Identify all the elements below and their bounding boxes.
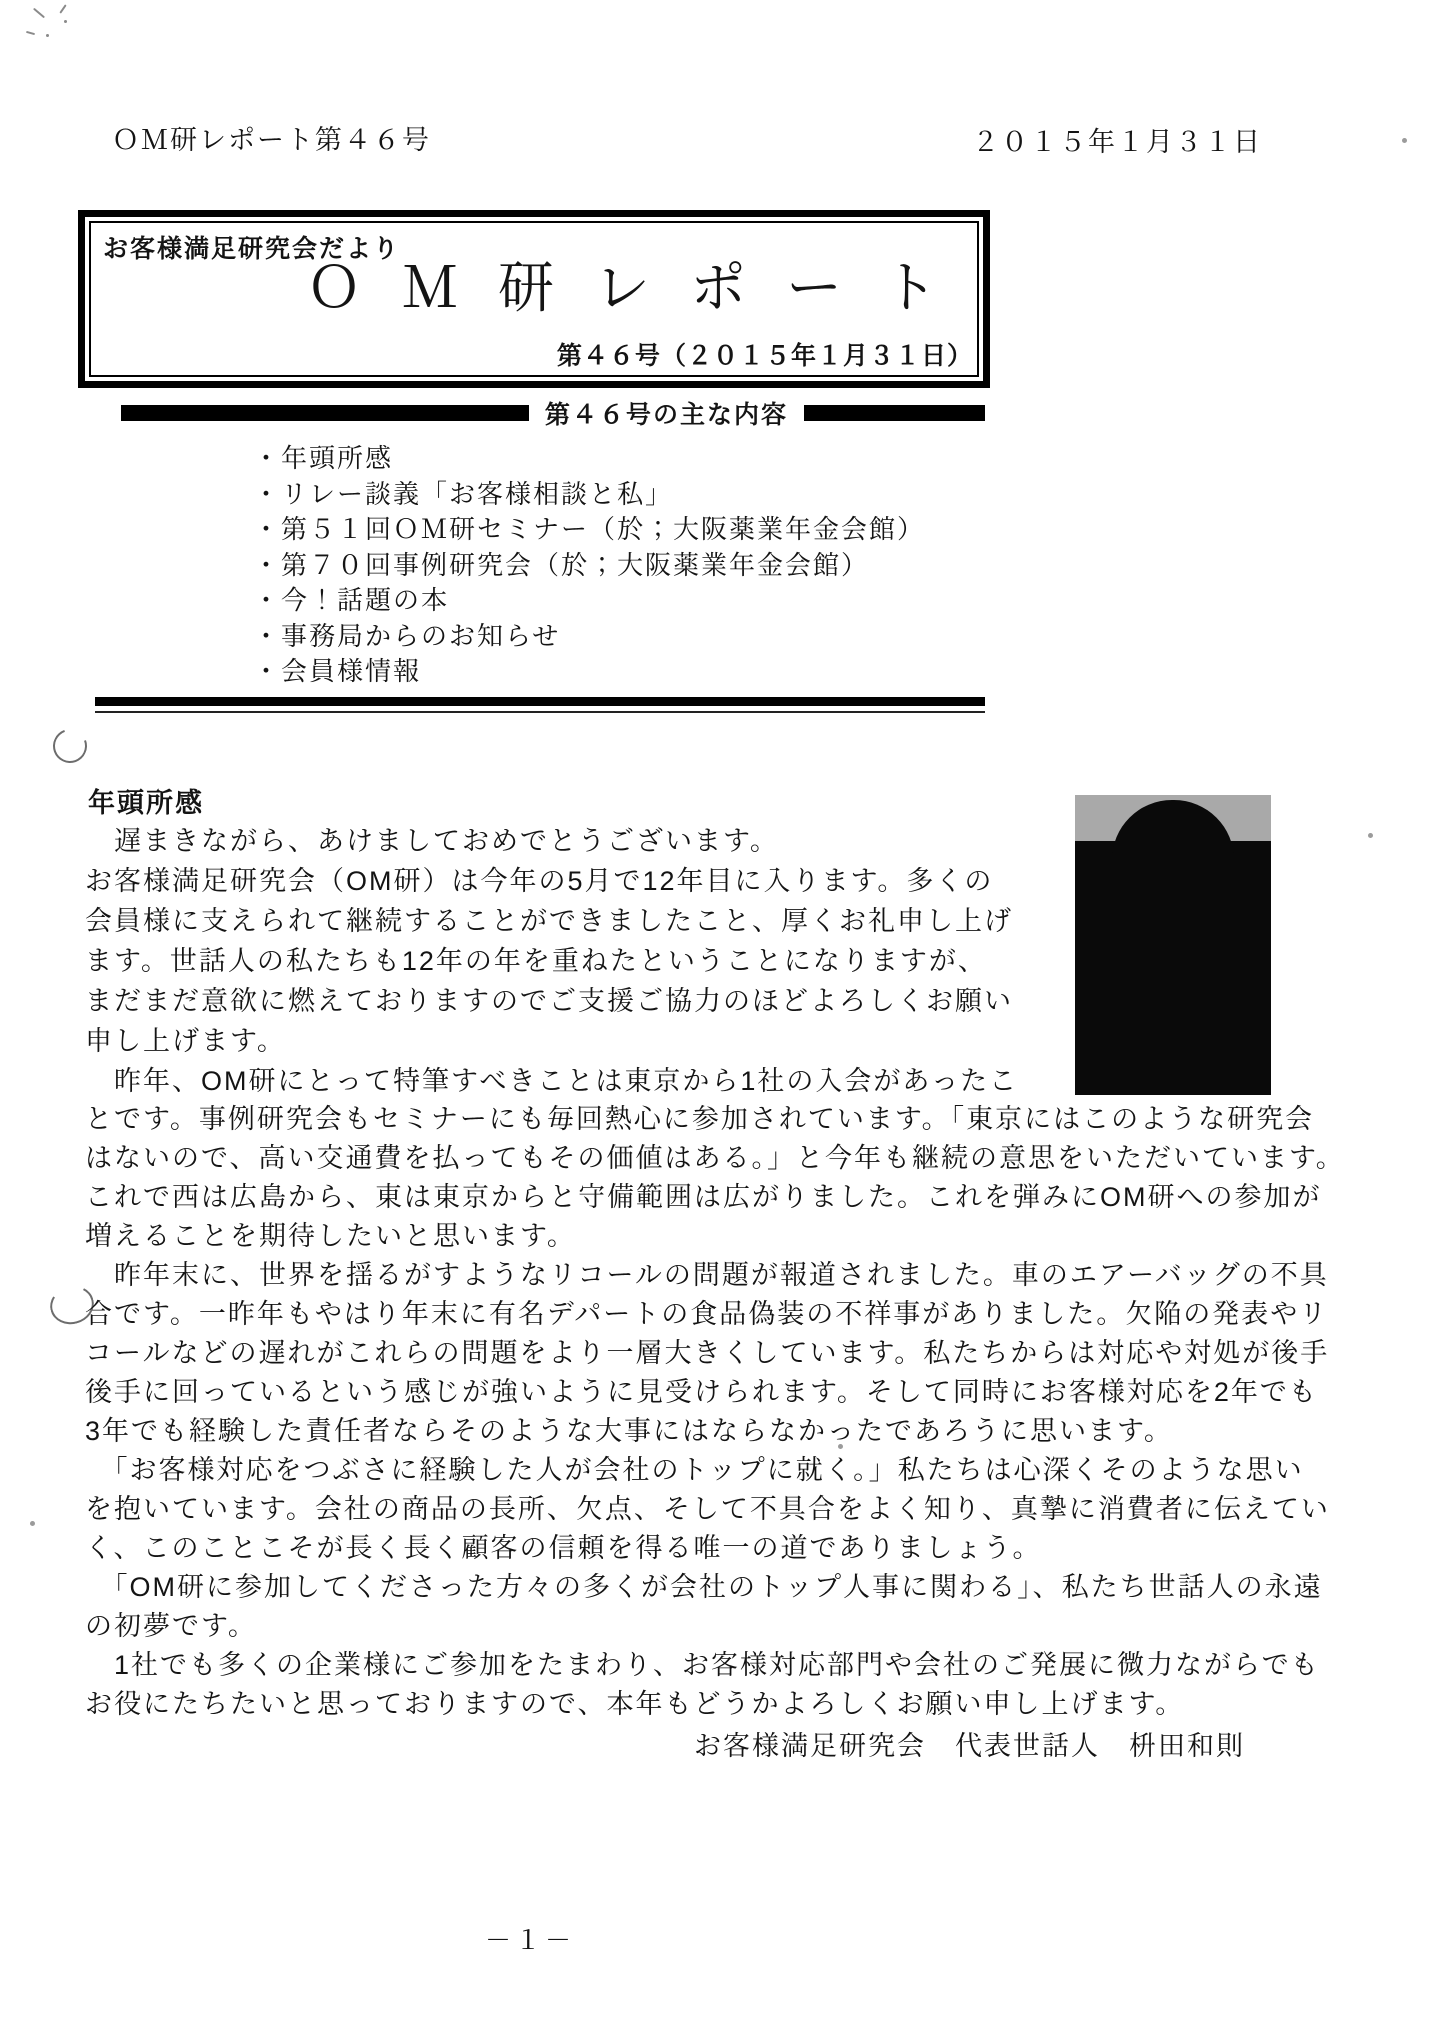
- pencil-scribble-mark: [33, 8, 45, 19]
- masthead-inner-border: [89, 221, 979, 377]
- body-line: 「OM研に参加してくださった方々の多くが会社のトップ人事に関わる」、私たち世話人の永遠: [85, 1572, 1323, 1602]
- contents-heading-band: [95, 398, 985, 428]
- article-paragraphs-full-width: [85, 1100, 1357, 1724]
- contents-item: ・今！話題の本: [253, 585, 450, 615]
- pencil-scribble-mark: [59, 4, 66, 13]
- body-line: 合です。一昨年もやはり年末に有名デパートの食品偽装の不祥事がありました。欠陥の発表やリ: [85, 1299, 1329, 1329]
- body-line: これで西は広島から、東は東京からと守備範囲は広がりました。これを弾みにOM研への参加が: [85, 1182, 1322, 1212]
- body-line: コールなどの遅れがこれらの問題をより一層大きくしています。私たちからは対応や対処が後手: [85, 1338, 1330, 1368]
- page-number: －１－: [484, 1926, 575, 1955]
- pencil-scribble-mark: [26, 31, 35, 35]
- contents-item: ・第５１回ＯＭ研セミナー（於；大阪薬業年金会館）: [253, 514, 926, 544]
- article-signature: お客様満足研究会 代表世話人 枡田和則: [694, 1731, 1245, 1761]
- article-paragraphs-beside-photo: [85, 821, 1025, 1101]
- body-line: を抱いています。会社の商品の長所、欠点、そして不具合をよく知り、真摯に消費者に伝えてい: [85, 1494, 1330, 1524]
- divider-rule-thick: [95, 697, 985, 706]
- masthead-kicker: お客様満足研究会だより: [103, 235, 401, 263]
- body-line: 申し上げます。: [85, 1026, 286, 1056]
- body-line: の初夢です。: [85, 1611, 257, 1641]
- newsletter-title: ＯＭ研レポート: [306, 258, 978, 320]
- scan-speck: [1402, 138, 1407, 143]
- heading-bar-left: [121, 405, 529, 421]
- contents-heading: 第４６号の主な内容: [545, 401, 789, 429]
- scan-speck: [30, 1521, 35, 1526]
- body-line: 昨年末に、世界を揺るがすようなリコールの問題が報道されました。車のエアーバッグの不具: [85, 1260, 1329, 1290]
- body-line: 3年でも経験した責任者ならそのような大事にはならなかったであろうに思います。: [85, 1416, 1173, 1446]
- body-line: はないので、高い交通費を払ってもその価値はある。」と今年も継続の意思をいただいています。: [85, 1143, 1345, 1173]
- portrait-photo: [1075, 795, 1271, 1095]
- body-line: 後手に回っているという感じが強いように見受けられます。そして同時にお客様対応を2年でも: [85, 1377, 1318, 1407]
- body-line: お役にたちたいと思っておりますので、本年もどうかよろしくお願い申し上げます。: [85, 1689, 1185, 1719]
- divider-rule-thin: [95, 711, 985, 713]
- masthead-issue-line: 第４６号（２０１５年１月３１日）: [556, 342, 973, 370]
- pencil-scribble-mark: [64, 20, 67, 23]
- body-line: く、このことこそが長く長く顧客の信頼を得る唯一の道でありましょう。: [85, 1533, 1042, 1563]
- contents-item: ・事務局からのお知らせ: [253, 620, 561, 651]
- scan-ring-artifact: [47, 723, 92, 768]
- body-line: 遅まきながら、あけましておめでとうございます。: [85, 826, 779, 856]
- running-header-issue: ＯＭ研レポート第４６号: [112, 125, 431, 155]
- pencil-scribble-mark: [46, 34, 49, 37]
- masthead-box: [78, 210, 990, 388]
- body-line: 「お客様対応をつぶさに経験した人が会社のトップに就く。」私たちは心深くそのような思い: [85, 1455, 1304, 1485]
- body-line: ます。世話人の私たちも12年の年を重ねたということになりますが、: [85, 946, 987, 976]
- body-line: 会員様に支えられて継続することができましたこと、厚くお礼申し上げ: [85, 906, 1013, 936]
- body-line: 増えることを期待したいと思います。: [85, 1221, 576, 1251]
- body-line: 昨年、OM研にとって特筆すべきことは東京から1社の入会があったこ: [85, 1066, 1019, 1096]
- heading-bar-right: [804, 405, 985, 421]
- body-line: 1社でも多くの企業様にご参加をたまわり、お客様対応部門や会社のご発展に微力ながらでも: [85, 1650, 1320, 1680]
- contents-item: ・リレー談義「お客様相談と私」: [253, 478, 674, 509]
- running-header-date: ２０１５年１月３１日: [972, 127, 1262, 157]
- scan-speck: [1368, 833, 1373, 838]
- contents-item: ・年頭所感: [253, 443, 394, 473]
- body-line: まだまだ意欲に燃えておりますのでご支援ご協力のほどよろしくお願い: [85, 986, 1013, 1016]
- contents-item: ・第７０回事例研究会（於；大阪薬業年金会館）: [253, 549, 870, 580]
- body-line: とです。事例研究会もセミナーにも毎回熱心に参加されています。「東京にはこのような研究会: [85, 1104, 1315, 1134]
- contents-item: ・会員様情報: [253, 656, 422, 686]
- body-line: お客様満足研究会（OM研）は今年の5月で12年目に入ります。多くの: [85, 866, 994, 896]
- contents-list: [253, 441, 925, 690]
- article-heading: 年頭所感: [88, 788, 204, 818]
